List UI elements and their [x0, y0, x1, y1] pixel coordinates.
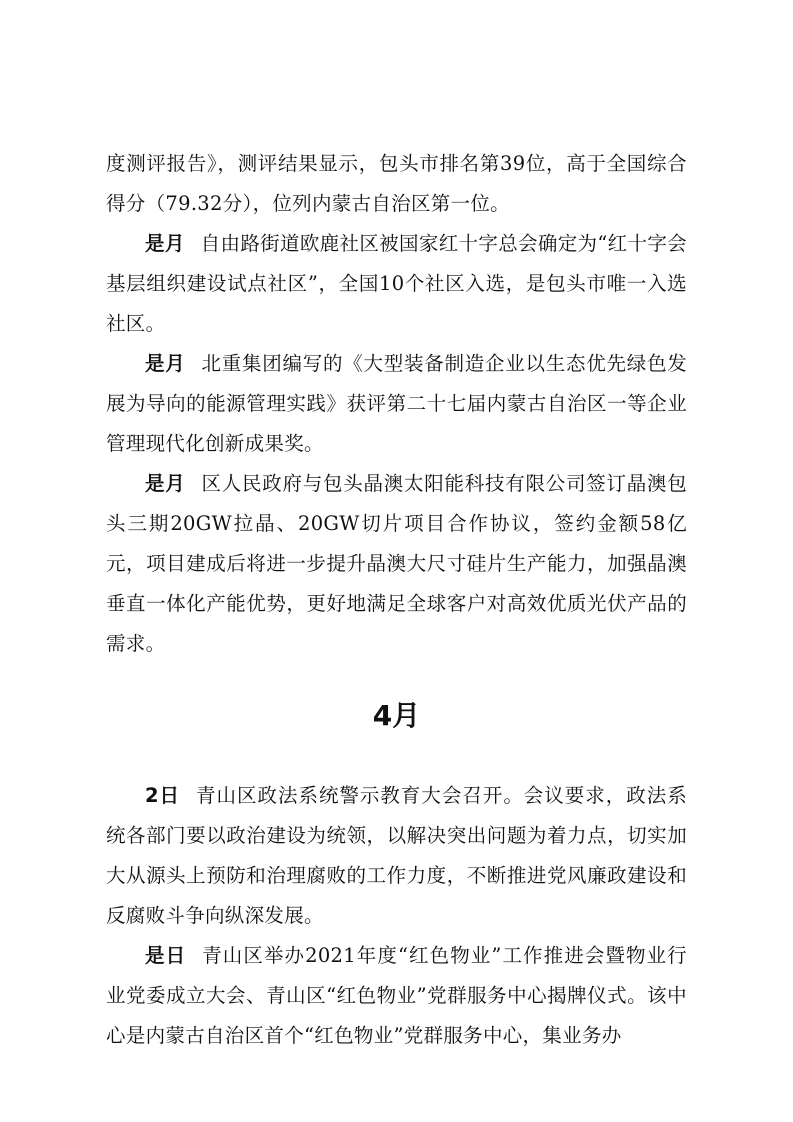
entry-date: 2日 — [145, 784, 181, 807]
entry-date: 是月 — [145, 472, 186, 495]
entry-date: 是日 — [145, 944, 187, 967]
entry-paragraph — [106, 936, 687, 1056]
entry-paragraph — [106, 776, 687, 936]
entry-text: 区人民政府与包头晶澳太阳能科技有限公司签订晶澳包头三期20GW拉晶、20GW切片项目合作协议，签约金额58亿元，项目建成后将进一步提升晶澳大尺寸硅片生产能力，加强晶澳垂直一体化产能优势，更好地满足全球客户对高效优质光伏产品的需求。 — [106, 472, 687, 655]
entry-text: 青山区政法系统警示教育大会召开。会议要求，政法系统各部门要以政治建设为统领，以解决突出问题为着力点，切实加大从源头上预防和治理腐败的工作力度，不断推进党风廉政建设和反腐败斗争向纵深发展。 — [106, 784, 688, 927]
continuation-paragraph: 度测评报告》，测评结果显示，包头市排名第39位，高于全国综合得分（79.32分），位列内蒙古自治区第一位。 — [106, 152, 687, 215]
entry-paragraph — [106, 344, 687, 464]
entries-before — [106, 224, 687, 664]
entry-text: 青山区举办2021年度“红色物业”工作推进会暨物业行业党委成立大会、青山区“红色物业”党群服务中心揭牌仪式。该中心是内蒙古自治区首个“红色物业”党群服务中心，集业务办 — [106, 944, 687, 1047]
entry-text: 北重集团编写的《大型装备制造企业以生态优先绿色发展为导向的能源管理实践》获评第二十七届内蒙古自治区一等企业管理现代化创新成果奖。 — [106, 352, 687, 455]
entry-date: 是月 — [145, 232, 185, 255]
entry-text: 自由路街道欧鹿社区被国家红十字总会确定为“红十字会基层组织建设试点社区”，全国10个社区入选，是包头市唯一入选社区。 — [106, 232, 687, 335]
month-heading: 4月 — [372, 699, 421, 732]
entry-paragraph — [106, 224, 687, 344]
entries-after — [106, 776, 687, 1056]
entry-date: 是月 — [145, 352, 186, 375]
entry-paragraph — [106, 464, 687, 664]
